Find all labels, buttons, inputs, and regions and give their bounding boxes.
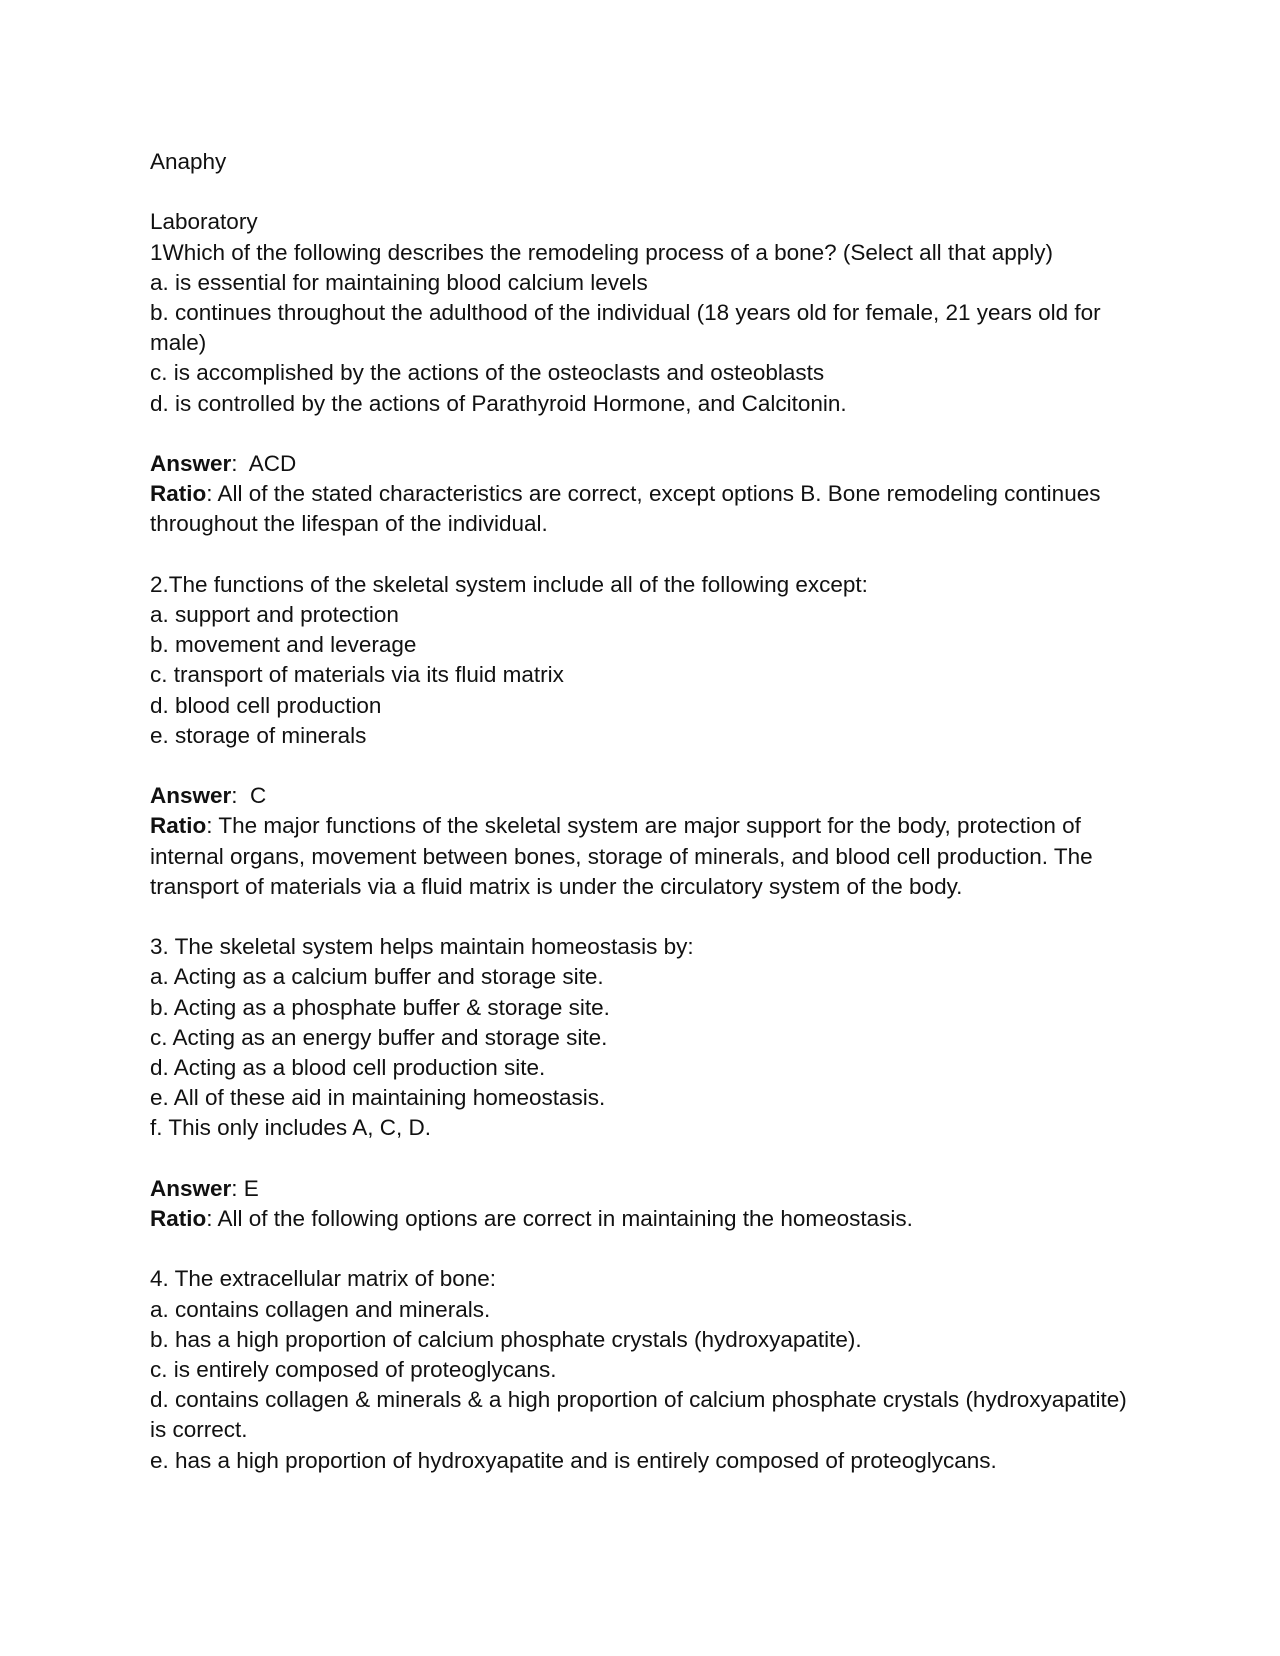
question-text: 4. The extracellular matrix of bone: [150, 1266, 497, 1292]
question-block-2 [150, 570, 1135, 902]
section-heading: Laboratory [150, 209, 258, 235]
ratio-line [150, 1204, 1135, 1234]
spacer [150, 177, 1135, 207]
ratio-line [150, 811, 1135, 902]
answer-separator: : [231, 1175, 244, 1201]
question-text: 1Which of the following describes the remodeling process of a bone? (Select all that apply) [150, 239, 1053, 265]
option-item: c. Acting as an energy buffer and storage site. [150, 1024, 608, 1050]
document-page [150, 147, 1135, 1476]
option-item: d. blood cell production [150, 692, 382, 718]
document-title: Anaphy [150, 149, 227, 174]
answer-value: ACD [248, 451, 297, 476]
ratio-text: All of the stated characteristics are correct, except options B. Bone remodeling continues throughout the lifespan of the individual. [150, 481, 1101, 537]
spacer [150, 1234, 1135, 1264]
answer-label: Answer [150, 1175, 232, 1201]
option-item: c. is accomplished by the actions of the osteoclasts and osteoblasts [150, 360, 825, 386]
option-item: b. movement and leverage [150, 632, 417, 658]
question-block-1 [150, 238, 1135, 540]
option-item: b. has a high proportion of calcium phosphate crystals (hydroxyapatite). [150, 1326, 862, 1352]
ratio-separator: : [206, 481, 218, 507]
option-item: c. transport of materials via its fluid matrix [150, 662, 564, 688]
answer-label: Answer [150, 451, 232, 476]
option-item: a. is essential for maintaining blood calcium levels [150, 269, 648, 295]
answer-line [150, 449, 1135, 479]
spacer [150, 540, 1135, 570]
answer-label: Answer [150, 783, 232, 809]
question-block-4 [150, 1264, 1135, 1475]
question-text: 2.The functions of the skeletal system include all of the following except: [150, 571, 868, 597]
option-item: b. continues throughout the adulthood of the individual (18 years old for female, 21 years old for male) [150, 300, 1101, 356]
option-item: d. contains collagen & minerals & a high proportion of calcium phosphate crystals (hydroxyapatite) is correct. [150, 1387, 1127, 1443]
ratio-line [150, 479, 1135, 539]
ratio-label: Ratio [150, 813, 207, 839]
option-item: a. contains collagen and minerals. [150, 1296, 491, 1322]
answer-separator: : [231, 451, 249, 476]
option-item: e. storage of minerals [150, 722, 367, 748]
ratio-text: The major functions of the skeletal system are major support for the body, protection of internal organs, movement between bones, storage of minerals, and blood cell production. The transport of materials via a fluid matrix is under the circulatory system of the body. [150, 813, 1093, 899]
ratio-separator: : [206, 1206, 218, 1232]
spacer [150, 1144, 1135, 1174]
spacer [150, 419, 1135, 449]
option-item: d. Acting as a blood cell production site. [150, 1055, 546, 1081]
answer-separator: : [231, 783, 251, 809]
question-block-3 [150, 932, 1135, 1234]
answer-value: C [250, 783, 267, 809]
option-item: a. Acting as a calcium buffer and storage site. [150, 964, 604, 990]
option-item: a. support and protection [150, 602, 399, 627]
option-item: d. is controlled by the actions of Parathyroid Hormone, and Calcitonin. [150, 390, 847, 416]
option-item: e. has a high proportion of hydroxyapatite and is entirely composed of proteoglycans. [150, 1447, 997, 1473]
ratio-separator: : [206, 813, 219, 839]
ratio-text: All of the following options are correct in maintaining the homeostasis. [217, 1206, 913, 1232]
ratio-label: Ratio [150, 481, 207, 507]
option-item: c. is entirely composed of proteoglycans. [150, 1357, 557, 1383]
option-item: e. All of these aid in maintaining homeostasis. [150, 1085, 606, 1111]
spacer [150, 751, 1135, 781]
answer-line [150, 1174, 1135, 1204]
option-item: f. This only includes A, C, D. [150, 1115, 431, 1141]
answer-line [150, 781, 1135, 811]
answer-value: E [243, 1175, 259, 1201]
question-text: 3. The skeletal system helps maintain homeostasis by: [150, 934, 694, 960]
option-item: b. Acting as a phosphate buffer & storage site. [150, 994, 610, 1020]
ratio-label: Ratio [150, 1206, 207, 1232]
spacer [150, 902, 1135, 932]
